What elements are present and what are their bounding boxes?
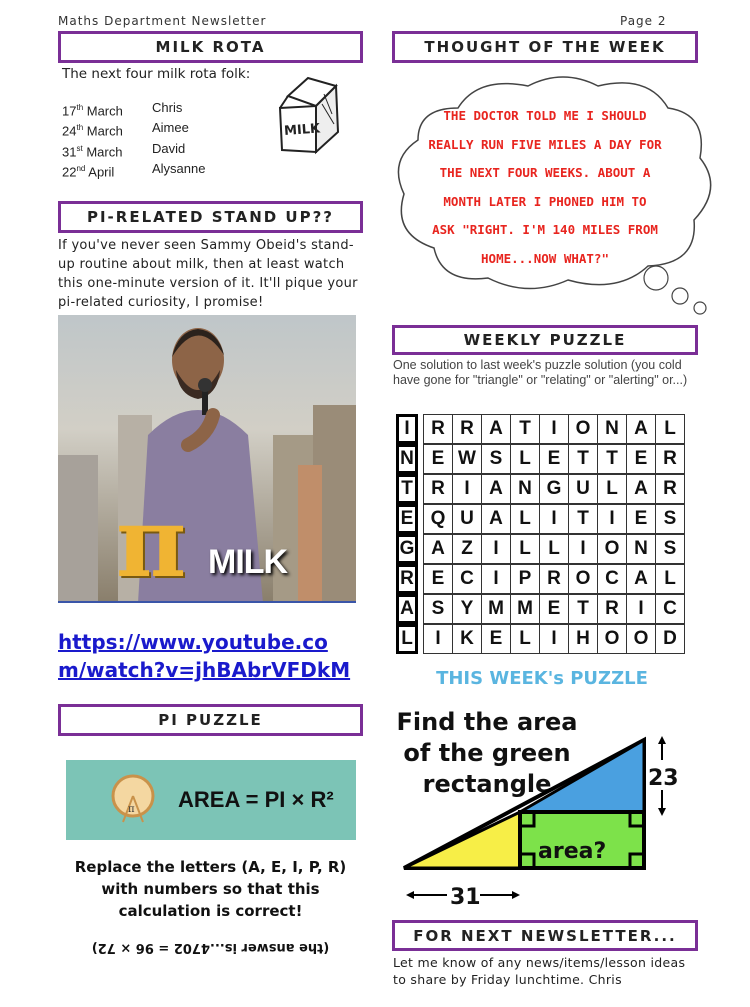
grid-row	[396, 594, 685, 624]
video-thumbnail[interactable]	[58, 315, 356, 603]
grid-cell: I	[481, 534, 511, 564]
grid-cell: O	[626, 624, 656, 654]
milk-rota-list	[62, 99, 205, 180]
grid-cell: S	[481, 444, 511, 474]
video-scene	[58, 315, 356, 603]
grid-cell: E	[423, 564, 453, 594]
thought-heading: THOUGHT OF THE WEEK	[392, 31, 698, 63]
grid-cell: I	[539, 504, 569, 534]
grid-cell-highlight: R	[396, 564, 418, 594]
grid-cell: L	[510, 504, 540, 534]
grid-row	[396, 414, 685, 444]
grid-cell: I	[452, 474, 482, 504]
upside-down-answer: (the answer is...4702 = 96 × 72)	[91, 940, 330, 955]
grid-cell: Z	[452, 534, 482, 564]
grid-cell: W	[452, 444, 482, 474]
grid-cell: N	[597, 414, 627, 444]
this-week-title: THIS WEEK's PUZZLE	[436, 668, 648, 689]
grid-cell: S	[423, 594, 453, 624]
next-newsletter-heading: FOR NEXT NEWSLETTER...	[392, 920, 698, 951]
grid-cell: T	[568, 594, 598, 624]
thought-text: THE DOCTOR TOLD ME I SHOULD REALLY RUN FIVE MILES A DAY FOR THE NEXT FOUR WEEKS. ABOUT A MONTH LATER I PHONED HIM TO ASK "RIGHT. I'M 140 MILES FROM HOME...NOW WHAT?"	[428, 108, 662, 266]
grid-cell: O	[568, 564, 598, 594]
grid-cell: R	[655, 444, 685, 474]
grid-cell: R	[423, 414, 453, 444]
grid-cell: R	[597, 594, 627, 624]
grid-row	[396, 444, 685, 474]
grid-cell: I	[539, 414, 569, 444]
grid-cell: E	[626, 504, 656, 534]
milk-rota-intro: The next four milk rota folk:	[62, 66, 251, 82]
pi-symbol: π	[116, 486, 187, 599]
grid-cell: R	[655, 474, 685, 504]
page-number: Page 2	[620, 14, 667, 28]
grid-cell: L	[597, 474, 627, 504]
grid-cell: L	[655, 414, 685, 444]
grid-row	[396, 474, 685, 504]
grid-cell: N	[626, 534, 656, 564]
grid-cell: T	[568, 504, 598, 534]
grid-cell: C	[655, 594, 685, 624]
grid-cell: U	[452, 504, 482, 534]
grid-cell: L	[539, 534, 569, 564]
grid-cell: E	[423, 444, 453, 474]
grid-cell: A	[626, 564, 656, 594]
milk-carton-icon	[274, 74, 344, 156]
grid-cell: O	[568, 414, 598, 444]
grid-cell: E	[481, 624, 511, 654]
rota-row: 31st March David	[62, 140, 186, 159]
grid-cell: R	[423, 474, 453, 504]
pie-icon	[108, 772, 158, 828]
yellow-triangle	[404, 812, 520, 868]
grid-cell: O	[597, 534, 627, 564]
blue-triangle	[520, 740, 644, 812]
formula-text: AREA = PI × R²	[178, 787, 334, 812]
weekly-puzzle-caption: One solution to last week's puzzle solution (you cold have gone for "triangle" or "relating" or "alerting" or...)	[393, 358, 688, 387]
grid-cell-highlight: L	[396, 624, 418, 654]
grid-cell: A	[481, 474, 511, 504]
word-grid	[396, 414, 685, 654]
grid-cell: R	[539, 564, 569, 594]
grid-cell-highlight: E	[396, 504, 418, 534]
standup-heading: PI-RELATED STAND UP??	[58, 201, 363, 233]
grid-cell: A	[481, 414, 511, 444]
grid-cell: Q	[423, 504, 453, 534]
svg-text:π: π	[128, 804, 135, 815]
grid-cell: L	[655, 564, 685, 594]
grid-cell: H	[568, 624, 598, 654]
grid-cell: M	[510, 594, 540, 624]
grid-cell: I	[597, 504, 627, 534]
grid-cell: L	[510, 624, 540, 654]
pi-puzzle-heading: PI PUZZLE	[58, 704, 363, 736]
grid-cell: I	[568, 534, 598, 564]
grid-row	[396, 504, 685, 534]
grid-cell: A	[626, 414, 656, 444]
milk-overlay-word: MILK	[208, 543, 288, 581]
formula-banner	[66, 760, 356, 840]
grid-cell: E	[539, 444, 569, 474]
grid-cell: T	[597, 444, 627, 474]
grid-cell: R	[452, 414, 482, 444]
standup-text: If you've never seen Sammy Obeid's stand-up routine about milk, then at least watch this one-minute version of it. It'll pique your pi-related curiosity, I promise!	[58, 238, 358, 310]
grid-cell: Y	[452, 594, 482, 624]
grid-cell: N	[510, 474, 540, 504]
grid-cell: O	[597, 624, 627, 654]
grid-cell: K	[452, 624, 482, 654]
grid-cell: P	[510, 564, 540, 594]
youtube-link[interactable]: https://www.youtube.co m/watch?v=jhBAbrVFDkM	[58, 630, 351, 682]
grid-cell: T	[568, 444, 598, 474]
grid-cell-highlight: A	[396, 594, 418, 624]
height-label: 23	[648, 766, 679, 791]
grid-cell-highlight: T	[396, 474, 418, 504]
grid-cell: I	[481, 564, 511, 594]
milk-rota-heading: MILK ROTA	[58, 31, 363, 63]
grid-cell: C	[597, 564, 627, 594]
grid-cell: C	[452, 564, 482, 594]
grid-cell: S	[655, 504, 685, 534]
grid-cell: A	[481, 504, 511, 534]
pi-puzzle-instructions: Replace the letters (A, E, I, P, R) with numbers so that this calculation is correct!	[74, 858, 347, 920]
grid-cell: L	[510, 534, 540, 564]
grid-cell: T	[510, 414, 540, 444]
grid-cell: D	[655, 624, 685, 654]
carton-label: MILK	[283, 121, 321, 139]
grid-cell: I	[423, 624, 453, 654]
weekly-puzzle-heading: WEEKLY PUZZLE	[392, 325, 698, 355]
area-diagram	[392, 730, 702, 910]
next-newsletter-text: Let me know of any news/items/lesson ideas to share by Friday lunchtime. Chris	[393, 955, 686, 987]
grid-cell-highlight: I	[396, 414, 418, 444]
grid-cell: A	[423, 534, 453, 564]
grid-row	[396, 624, 685, 654]
grid-row	[396, 564, 685, 594]
grid-cell: I	[626, 594, 656, 624]
rota-row: 24th March Aimee	[62, 120, 189, 139]
grid-cell: A	[626, 474, 656, 504]
grid-cell: M	[481, 594, 511, 624]
grid-row	[396, 534, 685, 564]
newsletter-title: Maths Department Newsletter	[58, 14, 267, 28]
grid-cell: L	[510, 444, 540, 474]
grid-cell: E	[626, 444, 656, 474]
grid-cell: E	[539, 594, 569, 624]
area-label: area?	[538, 839, 607, 864]
grid-cell: U	[568, 474, 598, 504]
grid-cell: S	[655, 534, 685, 564]
grid-cell-highlight: N	[396, 444, 418, 474]
grid-cell-highlight: G	[396, 534, 418, 564]
base-label: 31	[450, 885, 481, 910]
rota-row: 22nd April Alysanne	[62, 160, 206, 180]
area-question: Find the area of the green rectangle	[396, 708, 578, 798]
grid-cell: G	[539, 474, 569, 504]
rota-row: 17th March Chris	[62, 100, 183, 119]
grid-cell: I	[539, 624, 569, 654]
